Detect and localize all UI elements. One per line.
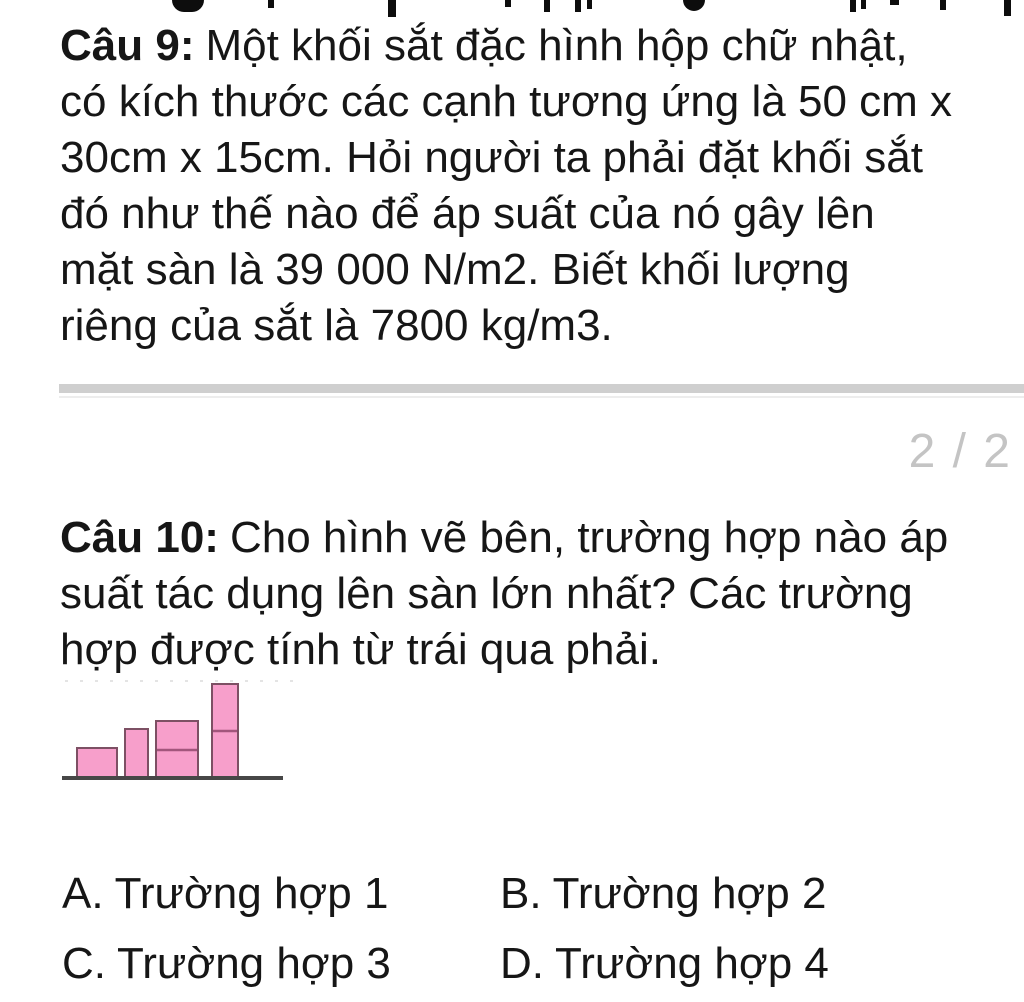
glyph-fragment [940, 0, 946, 10]
question-9-text: Một khối sắt đặc hình hộp chữ nhật, [205, 21, 908, 70]
glyph-fragment [683, 0, 705, 11]
brick-block [77, 748, 117, 778]
answer-option-c [62, 936, 391, 992]
section-divider-shadow [59, 396, 1024, 398]
glyph-fragment [1004, 0, 1011, 16]
pressure-cases-figure [50, 670, 310, 790]
glyph-fragment [890, 0, 899, 5]
answer-text: Trường hợp 3 [117, 939, 391, 988]
question-10-label: Câu 10: [60, 513, 219, 562]
glyph-fragment [544, 0, 550, 12]
answer-key: B. [500, 869, 542, 918]
glyph-fragment [850, 0, 856, 12]
floor-line [62, 776, 283, 780]
question-9-line [60, 18, 1020, 74]
answer-option-b [500, 866, 826, 922]
glyph-fragment [505, 0, 511, 7]
answer-text: Trường hợp 2 [552, 869, 827, 918]
section-divider [59, 384, 1024, 393]
glyph-fragment [861, 0, 866, 9]
question-9-line: 30cm x 15cm. Hỏi người ta phải đặt khối sắt [60, 133, 923, 182]
glyph-fragment [587, 0, 592, 9]
pressure-figure-svg [50, 670, 310, 790]
glyph-fragment [575, 0, 581, 12]
question-10-line [60, 510, 1020, 566]
question-9 [60, 18, 1020, 354]
glyph-fragment [388, 0, 396, 17]
question-9-line: có kích thước các cạnh tương ứng là 50 cm x [60, 77, 953, 126]
question-9-line: đó như thế nào để áp suất của nó gây lên [60, 189, 875, 238]
glyph-fragment [268, 0, 274, 8]
question-10-line: hợp được tính từ trái qua phải. [60, 625, 661, 674]
question-9-label: Câu 9: [60, 21, 195, 70]
question-10 [60, 510, 1020, 678]
answer-option-a [62, 866, 388, 922]
glyph-fragment [172, 0, 204, 12]
question-10-line: suất tác dụng lên sàn lớn nhất? Các trường [60, 569, 913, 618]
answer-key: C. [62, 939, 106, 988]
page-indicator: 2 / 2 [908, 425, 1012, 478]
answer-key: A. [62, 869, 104, 918]
answer-text: Trường hợp 1 [114, 869, 389, 918]
answer-option-d [500, 936, 829, 992]
question-9-line: mặt sàn là 39 000 N/m2. Biết khối lượng [60, 245, 850, 294]
answer-key: D. [500, 939, 544, 988]
answer-text: Trường hợp 4 [555, 939, 829, 988]
question-10-text: Cho hình vẽ bên, trường hợp nào áp [229, 513, 949, 562]
brick-block [125, 729, 148, 778]
question-9-line: riêng của sắt là 7800 kg/m3. [60, 301, 613, 350]
